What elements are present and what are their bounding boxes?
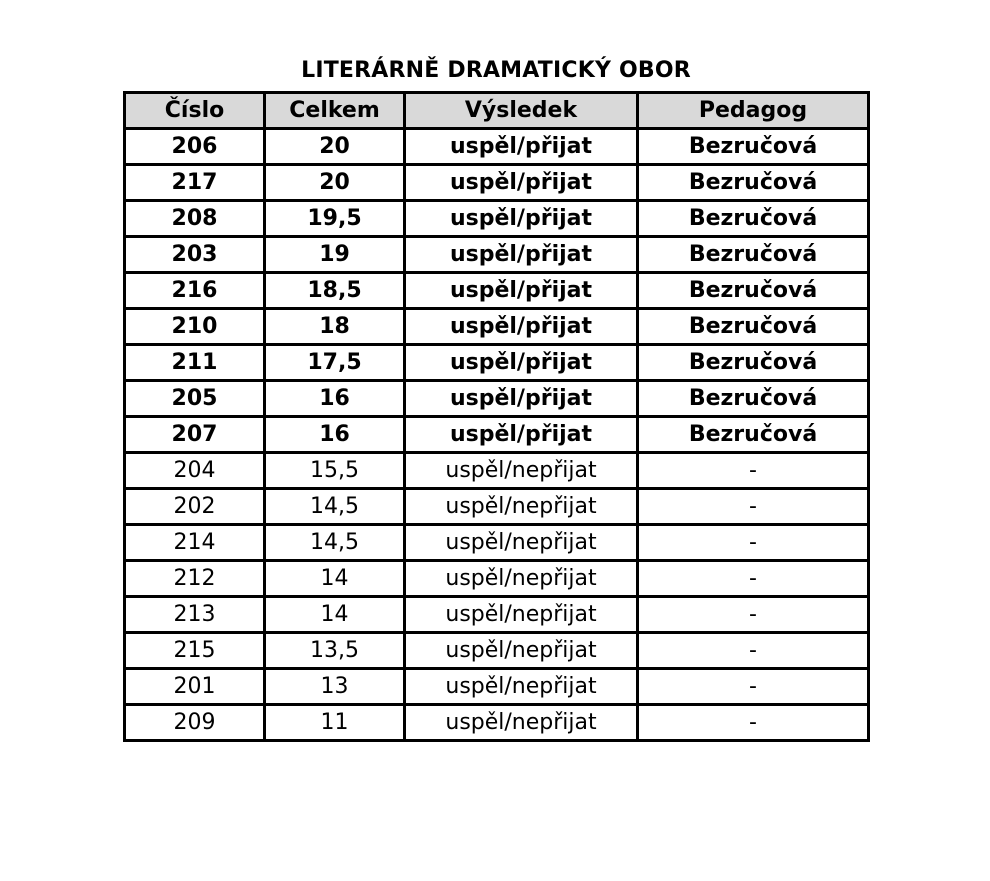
cell-vysledek: uspěl/nepřijat xyxy=(405,633,638,669)
table-row xyxy=(125,417,869,453)
table-row xyxy=(125,669,869,705)
cell-pedagog: - xyxy=(638,489,869,525)
header-row xyxy=(125,93,869,129)
cell-pedagog: Bezručová xyxy=(638,237,869,273)
table-row xyxy=(125,237,869,273)
cell-celkem: 18,5 xyxy=(265,273,405,309)
cell-cislo: 207 xyxy=(125,417,265,453)
table-row xyxy=(125,633,869,669)
table-row xyxy=(125,345,869,381)
cell-cislo: 202 xyxy=(125,489,265,525)
cell-celkem: 16 xyxy=(265,417,405,453)
cell-vysledek: uspěl/přijat xyxy=(405,237,638,273)
cell-pedagog: Bezručová xyxy=(638,417,869,453)
cell-pedagog: Bezručová xyxy=(638,273,869,309)
cell-vysledek: uspěl/nepřijat xyxy=(405,669,638,705)
header-vysledek: Výsledek xyxy=(405,93,638,129)
cell-celkem: 20 xyxy=(265,165,405,201)
cell-celkem: 11 xyxy=(265,705,405,741)
cell-vysledek: uspěl/přijat xyxy=(405,165,638,201)
header-cislo: Číslo xyxy=(125,93,265,129)
cell-celkem: 19,5 xyxy=(265,201,405,237)
cell-vysledek: uspěl/přijat xyxy=(405,309,638,345)
cell-cislo: 216 xyxy=(125,273,265,309)
cell-pedagog: - xyxy=(638,669,869,705)
table-row xyxy=(125,705,869,741)
cell-vysledek: uspěl/nepřijat xyxy=(405,597,638,633)
cell-pedagog: - xyxy=(638,633,869,669)
cell-celkem: 17,5 xyxy=(265,345,405,381)
cell-cislo: 212 xyxy=(125,561,265,597)
table-row xyxy=(125,165,869,201)
table-row xyxy=(125,273,869,309)
cell-cislo: 215 xyxy=(125,633,265,669)
cell-vysledek: uspěl/přijat xyxy=(405,273,638,309)
table-row xyxy=(125,201,869,237)
cell-cislo: 217 xyxy=(125,165,265,201)
cell-pedagog: Bezručová xyxy=(638,345,869,381)
cell-cislo: 211 xyxy=(125,345,265,381)
table-row xyxy=(125,381,869,417)
cell-vysledek: uspěl/přijat xyxy=(405,345,638,381)
header-pedagog: Pedagog xyxy=(638,93,869,129)
cell-celkem: 16 xyxy=(265,381,405,417)
cell-vysledek: uspěl/nepřijat xyxy=(405,561,638,597)
cell-cislo: 205 xyxy=(125,381,265,417)
cell-pedagog: - xyxy=(638,561,869,597)
cell-cislo: 204 xyxy=(125,453,265,489)
cell-celkem: 18 xyxy=(265,309,405,345)
cell-vysledek: uspěl/nepřijat xyxy=(405,525,638,561)
cell-celkem: 14,5 xyxy=(265,525,405,561)
cell-pedagog: Bezručová xyxy=(638,201,869,237)
cell-celkem: 15,5 xyxy=(265,453,405,489)
table-body xyxy=(125,129,869,741)
cell-celkem: 13 xyxy=(265,669,405,705)
table-row xyxy=(125,489,869,525)
cell-cislo: 203 xyxy=(125,237,265,273)
cell-pedagog: - xyxy=(638,453,869,489)
cell-cislo: 213 xyxy=(125,597,265,633)
cell-celkem: 19 xyxy=(265,237,405,273)
cell-vysledek: uspěl/nepřijat xyxy=(405,705,638,741)
cell-pedagog: - xyxy=(638,597,869,633)
table-row xyxy=(125,309,869,345)
header-celkem: Celkem xyxy=(265,93,405,129)
cell-cislo: 208 xyxy=(125,201,265,237)
table-row xyxy=(125,561,869,597)
cell-celkem: 20 xyxy=(265,129,405,165)
cell-cislo: 210 xyxy=(125,309,265,345)
cell-vysledek: uspěl/nepřijat xyxy=(405,453,638,489)
table-row xyxy=(125,525,869,561)
cell-pedagog: Bezručová xyxy=(638,129,869,165)
cell-pedagog: - xyxy=(638,705,869,741)
cell-pedagog: Bezručová xyxy=(638,309,869,345)
table-row xyxy=(125,597,869,633)
cell-cislo: 206 xyxy=(125,129,265,165)
cell-celkem: 14 xyxy=(265,597,405,633)
cell-vysledek: uspěl/přijat xyxy=(405,201,638,237)
cell-pedagog: Bezručová xyxy=(638,165,869,201)
cell-pedagog: - xyxy=(638,525,869,561)
cell-vysledek: uspěl/přijat xyxy=(405,417,638,453)
table-row xyxy=(125,129,869,165)
results-table xyxy=(123,91,870,742)
cell-pedagog: Bezručová xyxy=(638,381,869,417)
cell-vysledek: uspěl/přijat xyxy=(405,129,638,165)
table-row xyxy=(125,453,869,489)
cell-celkem: 14,5 xyxy=(265,489,405,525)
cell-vysledek: uspěl/nepřijat xyxy=(405,489,638,525)
cell-cislo: 214 xyxy=(125,525,265,561)
cell-cislo: 209 xyxy=(125,705,265,741)
cell-celkem: 14 xyxy=(265,561,405,597)
cell-cislo: 201 xyxy=(125,669,265,705)
cell-celkem: 13,5 xyxy=(265,633,405,669)
page-title: LITERÁRNĚ DRAMATICKÝ OBOR xyxy=(301,58,691,83)
cell-vysledek: uspěl/přijat xyxy=(405,381,638,417)
